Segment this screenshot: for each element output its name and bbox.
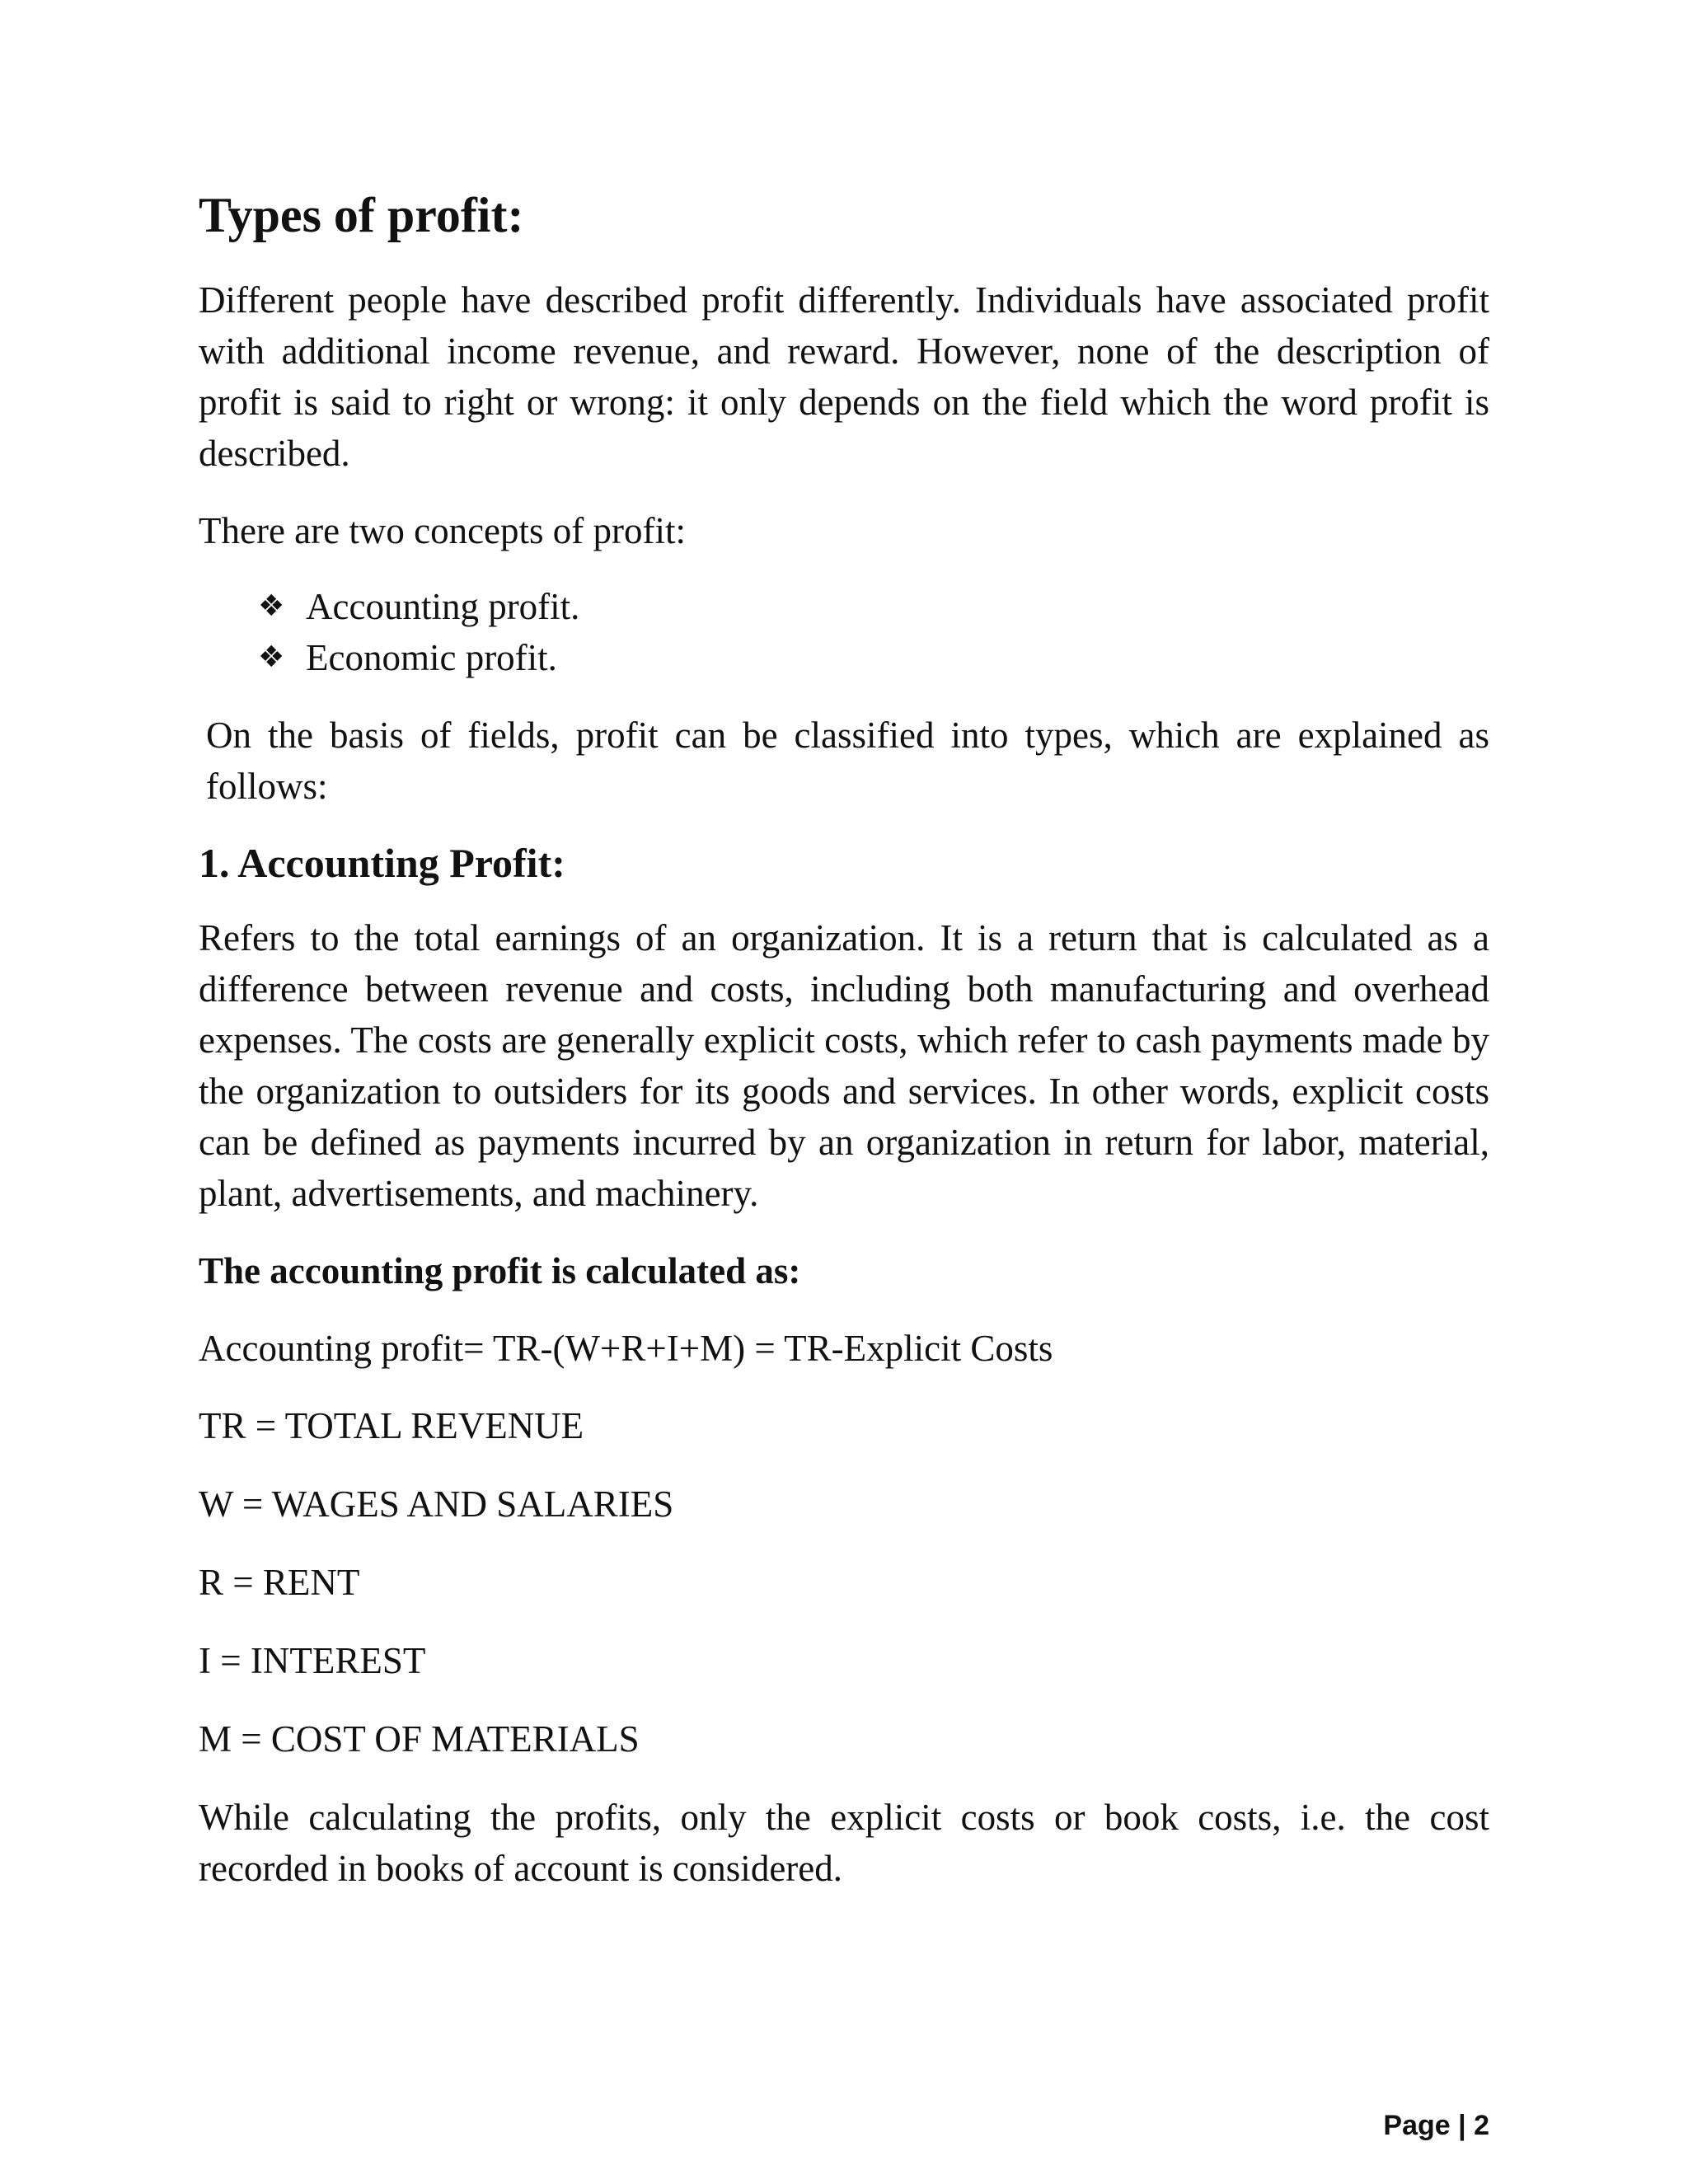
list-item <box>258 632 1489 683</box>
document-body <box>199 185 1489 1920</box>
list-item-text: Accounting profit. <box>306 586 580 627</box>
definition-line: R = RENT <box>199 1562 360 1603</box>
definition-line: W = WAGES AND SALARIES <box>199 1483 674 1525</box>
closing-paragraph: While calculating the profits, only the explicit costs or book costs, i.e. the cost recorded in books of account is considered. <box>199 1797 1489 1889</box>
page-heading: Types of profit: <box>199 188 524 242</box>
intro-paragraph: Different people have described profit differently. Individuals have associated profit with additional income revenue, and reward. However, none of the description of profit is said to right or wrong: it only depends on the field which the word profit is described. <box>199 279 1489 474</box>
page-number: Page | 2 <box>1383 2110 1489 2141</box>
definition-line: M = COST OF MATERIALS <box>199 1718 640 1760</box>
diamond-bullet-icon: ❖ <box>258 640 285 674</box>
concepts-list <box>199 581 1489 683</box>
classification-paragraph: On the basis of fields, profit can be classified into types, which are explained as follows: <box>206 715 1489 807</box>
concepts-intro: There are two concepts of profit: <box>199 510 686 551</box>
definition-line: I = INTEREST <box>199 1640 426 1681</box>
diamond-bullet-icon: ❖ <box>258 589 285 623</box>
section-description: Refers to the total earnings of an organization. It is a return that is calculated as a difference between revenue and costs, including both manufacturing and overhead expenses. The costs are generally explicit costs, which refer to cash payments made by the organization to outsiders for its goods and services. In other words, explicit costs can be defined as payments incurred by an organization in return for labor, material, plant, advertisements, and machinery. <box>199 917 1489 1214</box>
definition-line: TR = TOTAL REVENUE <box>199 1405 584 1446</box>
list-item <box>258 581 1489 632</box>
calc-heading: The accounting profit is calculated as: <box>199 1250 801 1291</box>
section-title: 1. Accounting Profit: <box>199 840 565 886</box>
list-item-text: Economic profit. <box>306 637 557 678</box>
formula-line: Accounting profit= TR-(W+R+I+M) = TR-Explicit Costs <box>199 1328 1053 1369</box>
